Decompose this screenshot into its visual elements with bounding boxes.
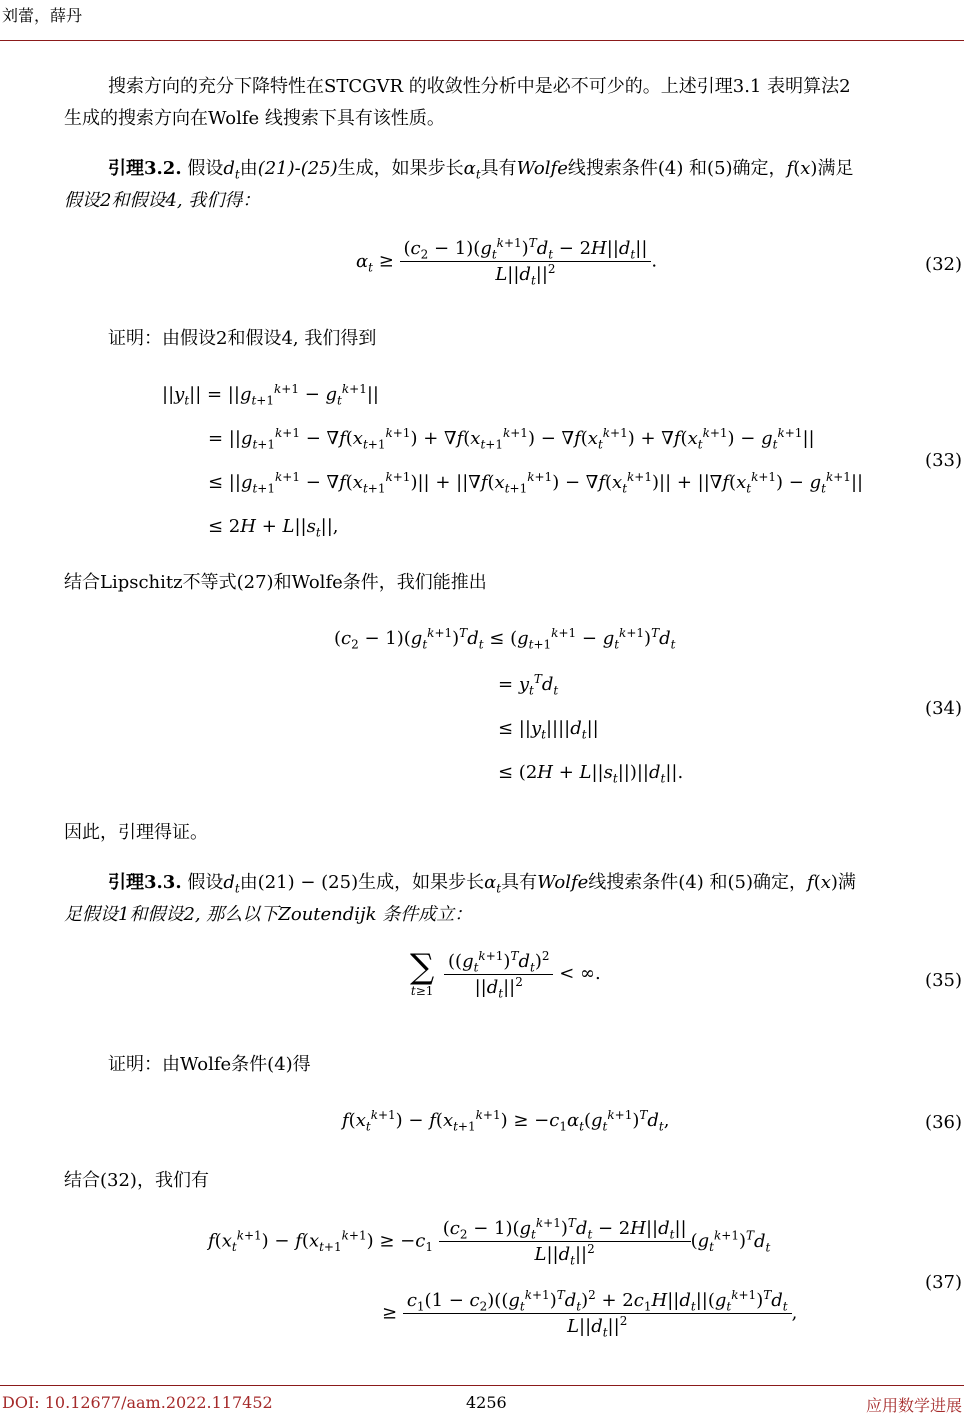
eq33-row1: $||y_t|| = ||g_{t+1}^{k+1} - g_t^{k+1}||$ [162, 382, 379, 408]
lemma32-text: 具有 [480, 158, 517, 179]
eq36-number: (36) [925, 1112, 962, 1133]
lemma33-text: 满 [837, 872, 856, 893]
running-header [0, 0, 964, 40]
proof2-text: 证明：由Wolfe条件(4)得 [108, 1054, 311, 1075]
lemma33-wolfe: Wolfe [537, 872, 589, 893]
lemma33-text: 线搜索条件(4) 和(5)确定， [588, 872, 808, 893]
equation-35: ∑ t≥1 $\frac{((g_t^{k+1})^Td_t)^2}{||d_t||^2}$ < ∞. [410, 947, 601, 1001]
lemma32-text: 线搜索条件(4) 和(5)确定， [567, 158, 787, 179]
combine1-text: 结合Lipschitz不等式(27)和Wolfe条件，我们能推出 [64, 572, 487, 593]
lemma33-line2 [64, 900, 472, 930]
equation-32: $\alpha_t$ ≥ $\frac{(c_2 - 1)(g_t^{k+1})^Td_t - 2H||d_t||}{L||d_t||^2}$ . [356, 236, 658, 288]
lemma32-text: 由 [239, 158, 258, 179]
lemma33-label: 引理3.3. [108, 872, 182, 893]
qed-text: 因此，引理得证。 [64, 822, 208, 843]
doi-link[interactable]: DOI: 10.12677/aam.2022.117452 [2, 1393, 273, 1412]
eq33-number: (33) [925, 450, 962, 471]
lemma32-line1: 引理3.2. 假设$d_t$由(21)-(25)生成，如果步长$\alpha_t$具有Wolfe线搜索条件(4) 和(5)确定，f(x)满足 [108, 158, 854, 182]
eq34-row4: ≤ $(2H + L||s_t||)||d_t||$. [498, 762, 684, 786]
eq34-number: (34) [925, 698, 962, 719]
footer-rule [0, 1385, 964, 1386]
journal-name: 应用数学进展 [865, 1396, 962, 1415]
eq37-number: (37) [925, 1272, 962, 1293]
lemma32-label: 引理3.2. [108, 158, 182, 179]
para1-line2: 生成的搜索方向在Wolfe 线搜索下具有该性质。 [64, 108, 445, 129]
eq33-row3: ≤ $||g_{t+1}^{k+1} - \nabla f(x_{t+1}^{k+1})|| + ||\nabla f(x_{t+1}^{k+1}) - \nabla f(x_t^{k+1})|| + ||\nabla f(x_t^{k+1}) - g_t^{k+1}||$ [208, 470, 864, 496]
eq33-row2: = $||g_{t+1}^{k+1} - \nabla f(x_{t+1}^{k+1}) + \nabla f(x_{t+1}^{k+1}) - \nabla f(x_t^{k+1}) + \nabla f(x_t^{k+1}) - g_t^{k+1}||$ [208, 426, 815, 452]
lemma33-text: 条件成立： [376, 904, 473, 925]
lemma33-line1: 引理3.3. 假设$d_t$由(21) − (25)生成，如果步长$\alpha_t$具有Wolfe线搜索条件(4) 和(5)确定，f(x)满 [108, 872, 856, 896]
equation-36: $f(x_t^{k+1}) - f(x_{t+1}^{k+1}) \ge -c_1\alpha_t(g_t^{k+1})^Td_t$, [342, 1108, 670, 1134]
header-rule [0, 40, 964, 41]
lemma32-wolfe: Wolfe [516, 158, 568, 179]
eq34-row2: = $y_t^Td_t$ [498, 672, 559, 698]
page-number: 4256 [466, 1393, 507, 1412]
authors: 刘蕾，薛丹 [2, 6, 83, 25]
lemma33-text: 具有 [501, 872, 538, 893]
eq37-row2: ≥ $\frac{c_1(1 - c_2)((g_t^{k+1})^Td_t)^2 + 2c_1H||d_t||(g_t^{k+1})^Td_t}{L||d_t||^2}$ , [382, 1288, 798, 1340]
lemma32-eqref: (21)-(25) [257, 158, 338, 179]
lemma33-zoutendijk: Zoutendijk [278, 904, 377, 925]
eq35-number: (35) [925, 970, 962, 991]
eq32-number: (32) [925, 254, 962, 275]
lemma33-text: 足假设1和假设2, 那么以下 [64, 904, 279, 925]
lemma33-text: 由(21) − (25)生成，如果步长 [239, 872, 485, 893]
eq37-row1: $f(x_t^{k+1}) - f(x_{t+1}^{k+1}) \ge -c_1$ $\frac{(c_2 - 1)(g_t^{k+1})^Td_t - 2H||d_t||}{L||d_t||^2}$ $(g_t^{k+1})^Td_t$ [208, 1216, 771, 1268]
lemma33-text: 假设 [187, 872, 224, 893]
lemma32-text: 生成，如果步长 [337, 158, 464, 179]
lemma32-text: 假设 [187, 158, 224, 179]
eq34-row1: $(c_2 - 1)(g_t^{k+1})^Td_t \le (g_{t+1}^{k+1} - g_t^{k+1})^Td_t$ [334, 626, 676, 652]
lemma32-line2: 假设2和假设4, 我们得： [64, 190, 261, 211]
lemma32-text: 满足 [817, 158, 854, 179]
eq33-row4: ≤ $2H + L||s_t||$, [208, 516, 339, 540]
para1-line1: 搜索方向的充分下降特性在STCGVR 的收敛性分析中是必不可少的。上述引理3.1 表明算法2 [108, 76, 851, 97]
proof1-text: 证明：由假设2和假设4, 我们得到 [108, 328, 377, 349]
combine2-text: 结合(32)，我们有 [64, 1170, 209, 1191]
eq34-row3: ≤ $||y_t||||d_t||$ [498, 718, 599, 742]
